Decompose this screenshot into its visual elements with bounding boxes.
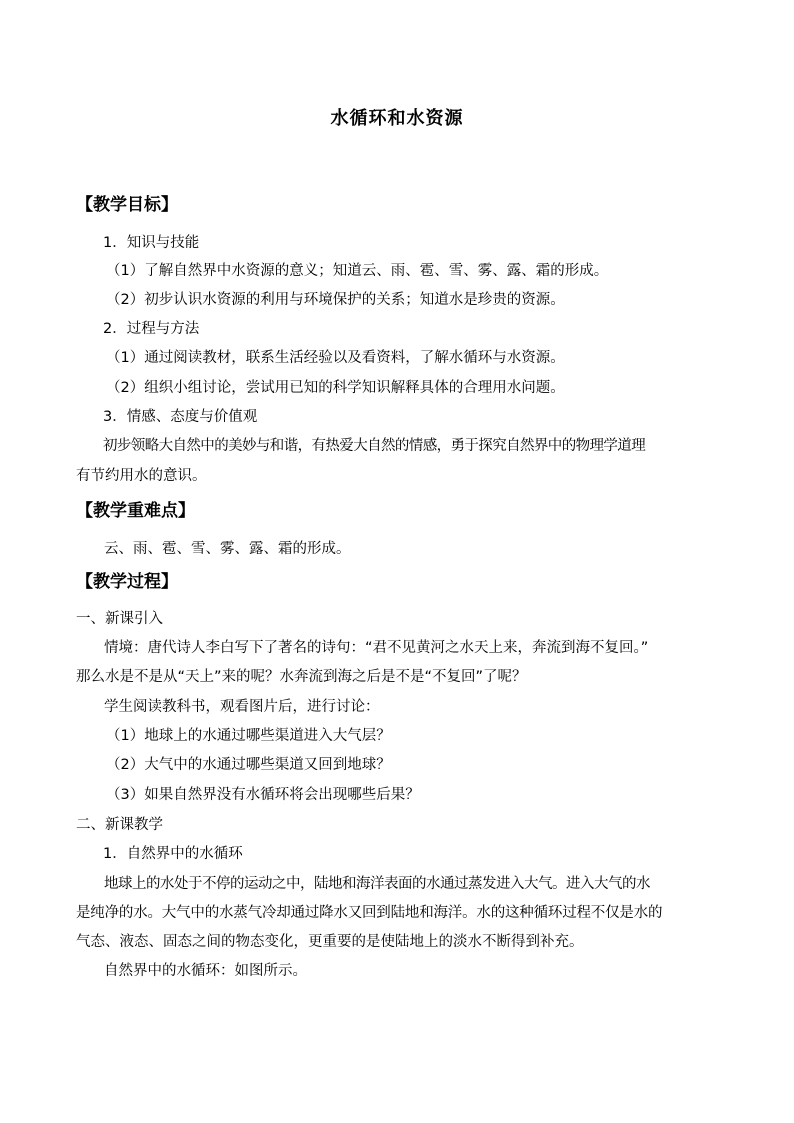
- scenario-text-cont: 那么水是不是从“天上”来的呢？水奔流到海之后是不是“不复回”了呢？: [76, 669, 527, 685]
- reading-instruction: 学生阅读教科书，观看图片后，进行讨论：: [104, 699, 380, 715]
- water-cycle-paragraph-cont-1: 是纯净的水。大气中的水蒸气冷却通过降水又回到陆地和海洋。水的这种循环过程不仅是水的: [76, 905, 663, 921]
- process-part-1: 一、新课引入: [76, 611, 163, 627]
- objective-item-2-2: （2）组织小组讨论，尝试用已知的科学知识解释具体的合理用水问题。: [106, 380, 565, 396]
- objective-item-1-2: （2）初步认识水资源的利用与环境保护的关系；知道水是珍贵的资源。: [106, 292, 565, 308]
- objective-item-3-text-cont: 有节约用水的意识。: [76, 468, 207, 484]
- process-part-2: 二、新课教学: [76, 817, 163, 833]
- objective-item-2-1: （1）通过阅读教材，联系生活经验以及看资料，了解水循环与水资源。: [106, 350, 565, 366]
- objective-item-1: 1．知识与技能: [103, 235, 200, 251]
- objective-item-3-text: 初步领略大自然中的美妙与和谐，有热爱大自然的情感，勇于探究自然界中的物理学道理: [103, 438, 646, 454]
- figure-reference: 自然界中的水循环：如图所示。: [104, 963, 307, 979]
- objective-item-2: 2．过程与方法: [103, 321, 200, 337]
- document-title: 水循环和水资源: [330, 108, 464, 129]
- section-heading-objectives: 【教学目标】: [76, 195, 178, 215]
- section-heading-process: 【教学过程】: [76, 572, 178, 592]
- water-cycle-paragraph-cont-2: 气态、液态、固态之间的物态变化，更重要的是使陆地上的淡水不断得到补充。: [76, 934, 584, 950]
- discussion-question-2: （2）大气中的水通过哪些渠道又回到地球？: [106, 757, 391, 773]
- water-cycle-paragraph: 地球上的水处于不停的运动之中，陆地和海洋表面的水通过蒸发进入大气。进入大气的水: [104, 876, 650, 892]
- subsection-water-cycle: 1．自然界中的水循环: [103, 846, 243, 862]
- discussion-question-3: （3）如果自然界没有水循环将会出现哪些后果？: [106, 787, 420, 803]
- section-heading-key-points: 【教学重难点】: [76, 501, 195, 521]
- discussion-question-1: （1）地球上的水通过哪些渠道进入大气层？: [106, 728, 391, 744]
- objective-item-1-1: （1）了解自然界中水资源的意义；知道云、雨、雹、雪、雾、露、霜的形成。: [106, 263, 609, 279]
- scenario-text: 情境：唐代诗人李白写下了著名的诗句：“君不见黄河之水天上来，奔流到海不复回。”: [104, 640, 649, 656]
- objective-item-3: 3．情感、态度与价值观: [103, 409, 258, 425]
- key-points-text: 云、雨、雹、雪、雾、露、霜的形成。: [104, 541, 351, 557]
